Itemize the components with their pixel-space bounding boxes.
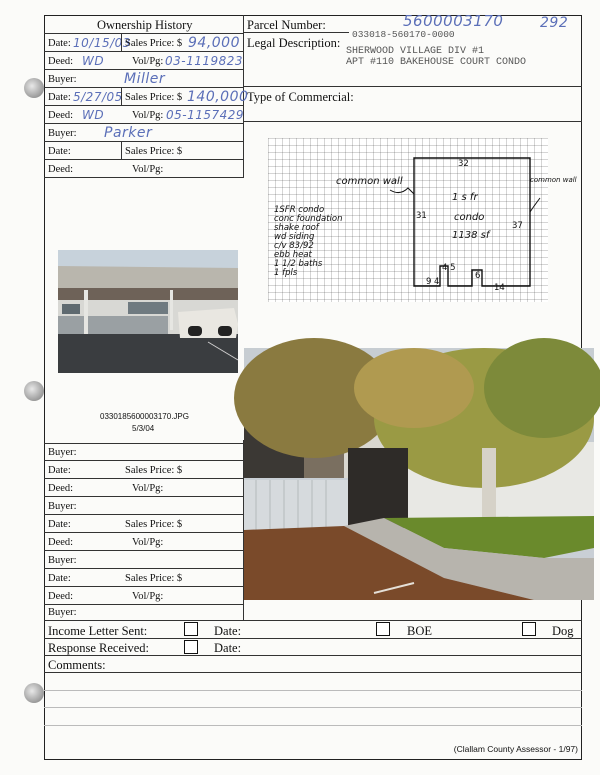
sketch-dim: 6: [475, 271, 481, 281]
binder-hole: [24, 683, 44, 703]
sale1-deed-label: Deed:: [48, 56, 74, 67]
photo-image: [58, 250, 238, 373]
response-checkbox[interactable]: [184, 640, 198, 654]
row-line: [44, 496, 243, 497]
lower-row-label: Date:: [48, 465, 71, 476]
sketch-note: 1 1/2 baths: [274, 259, 323, 269]
cell-divider: [121, 141, 122, 159]
legal-line-1: SHERWOOD VILLAGE DIV #1: [346, 46, 485, 57]
lower-row-volpg-label: Vol/Pg:: [132, 591, 164, 602]
row-line: [243, 121, 582, 122]
sale1-volpg-label: Vol/Pg:: [132, 56, 164, 67]
response-received-label: Response Received:: [48, 641, 150, 655]
sketch-note: conc foundation: [274, 214, 343, 224]
sketch-note: wd siding: [274, 232, 315, 242]
parcel-number-typed: 033018-560170-0000: [352, 29, 455, 40]
dog-label: Dog: [552, 624, 574, 638]
sketch-dim: 9: [426, 277, 432, 287]
sketch-note: shake roof: [274, 223, 319, 233]
row-line: [243, 32, 349, 33]
building-photo-front: [58, 250, 238, 373]
row-line: [44, 141, 243, 142]
lower-row-label: Buyer:: [48, 447, 77, 458]
cell-divider: [121, 33, 122, 51]
boe-checkbox[interactable]: [376, 622, 390, 636]
parcel-number-handwritten: 5600003170: [403, 12, 504, 30]
sale2-buyer-label: Buyer:: [48, 128, 77, 139]
binder-hole: [24, 78, 44, 98]
sale2-price-label: Sales Price: $: [125, 92, 183, 103]
response-date-label: Date:: [214, 641, 242, 655]
sale2-volpg-label: Vol/Pg:: [132, 110, 164, 121]
row-line: [44, 550, 243, 551]
sale3-price-label: Sales Price: $: [125, 146, 183, 157]
page-mark: 292: [540, 15, 569, 31]
lower-row-label: Deed:: [48, 483, 74, 494]
row-line: [44, 33, 243, 34]
row-line: [44, 105, 243, 106]
building-sketch: [268, 138, 577, 302]
row-line: [44, 69, 243, 70]
sale2-buyer-value: Parker: [104, 125, 153, 141]
sketch-drawing: [268, 138, 577, 302]
row-line: [44, 51, 243, 52]
sketch-common-wall-right: common wall: [530, 176, 577, 184]
legal-line-2: APT #110 BAKEHOUSE COURT CONDO: [346, 57, 527, 68]
sale1-price-value: 94,000: [188, 35, 240, 51]
lower-row-price-label: Sales Price: $: [125, 465, 183, 476]
sale3-date-label: Date:: [48, 146, 71, 157]
photo-filename: 0330185600003170.JPG: [100, 412, 189, 421]
row-line: [44, 123, 243, 124]
sale3-volpg-label: Vol/Pg:: [132, 164, 164, 175]
row-line: [44, 460, 243, 461]
lower-row-volpg-label: Vol/Pg:: [132, 537, 164, 548]
building-photo-side: [244, 348, 594, 600]
boe-label: BOE: [407, 624, 432, 638]
row-line: [44, 159, 243, 160]
row-line: [44, 478, 243, 479]
income-letter-sent-label: Income Letter Sent:: [48, 624, 148, 638]
comment-line: [44, 725, 582, 726]
sketch-center-text: 1138 sf: [452, 230, 490, 241]
sale2-volpg-value: 05-1157429: [166, 108, 245, 122]
parcel-number-label: Parcel Number:: [247, 18, 326, 32]
sale1-deed-value: WD: [82, 54, 105, 68]
lower-row-label: Buyer:: [48, 555, 77, 566]
comment-line: [44, 707, 582, 708]
sale1-date-label: Date:: [48, 38, 71, 49]
form-footer: (Clallam County Assessor - 1/97): [453, 744, 578, 754]
row-line: [44, 87, 243, 88]
photo-date: 5/3/04: [132, 424, 155, 433]
sketch-dim: 4 5: [442, 263, 456, 273]
sale3-deed-label: Deed:: [48, 164, 74, 175]
lower-row-label: Deed:: [48, 537, 74, 548]
sale1-date-value: 10/15/03: [73, 36, 131, 50]
dog-checkbox[interactable]: [522, 622, 536, 636]
sketch-note: c/v 83/92: [274, 241, 314, 251]
lower-row-price-label: Sales Price: $: [125, 573, 183, 584]
row-line: [44, 568, 243, 569]
row-line: [44, 586, 243, 587]
lower-row-label: Deed:: [48, 591, 74, 602]
sketch-note: ebb heat: [274, 250, 312, 260]
type-of-commercial-label: Type of Commercial:: [247, 90, 354, 104]
income-date-label: Date:: [214, 624, 242, 638]
sketch-note: 1SFR condo: [274, 205, 325, 215]
income-letter-checkbox[interactable]: [184, 622, 198, 636]
photo-image: [244, 348, 594, 600]
lower-row-price-label: Sales Price: $: [125, 519, 183, 530]
sketch-dim: 37: [512, 221, 523, 231]
sale1-buyer-label: Buyer:: [48, 74, 77, 85]
cell-divider: [121, 87, 122, 105]
lower-row-label: Date:: [48, 573, 71, 584]
sale1-buyer-value: Miller: [124, 71, 166, 87]
row-line: [243, 86, 582, 87]
sale2-price-value: 140,000: [187, 89, 249, 105]
sale2-deed-label: Deed:: [48, 110, 74, 121]
legal-description-label: Legal Description:: [247, 36, 341, 50]
sale2-date-label: Date:: [48, 92, 71, 103]
sketch-dim: 32: [458, 159, 469, 169]
binder-hole: [24, 381, 44, 401]
comments-label: Comments:: [48, 658, 106, 672]
sketch-common-wall-left: common wall: [336, 176, 403, 187]
sketch-center-text: condo: [454, 212, 485, 223]
ownership-history-title: Ownership History: [97, 18, 193, 32]
sketch-dim: 14: [494, 283, 505, 293]
sketch-note: 1 fpls: [274, 268, 298, 278]
row-line: [44, 620, 582, 621]
row-line: [44, 532, 243, 533]
row-line: [44, 443, 243, 444]
row-line: [44, 177, 243, 178]
comment-line: [44, 690, 582, 691]
row-line: [44, 514, 243, 515]
sale1-volpg-value: 03-1119823: [165, 54, 244, 68]
row-line: [44, 655, 582, 656]
sale2-date-value: 5/27/05: [73, 90, 123, 104]
lower-row-label: Buyer:: [48, 607, 77, 618]
sale2-deed-value: WD: [82, 108, 105, 122]
lower-row-volpg-label: Vol/Pg:: [132, 483, 164, 494]
sale1-price-label: Sales Price: $: [125, 38, 183, 49]
row-line: [44, 604, 243, 605]
sketch-center-text: 1 s fr: [452, 192, 478, 203]
sketch-dim: 31: [416, 211, 427, 221]
lower-row-label: Buyer:: [48, 501, 77, 512]
sketch-dim: 4: [434, 277, 440, 287]
row-line: [44, 638, 582, 639]
comment-line: [44, 672, 582, 673]
lower-row-label: Date:: [48, 519, 71, 530]
